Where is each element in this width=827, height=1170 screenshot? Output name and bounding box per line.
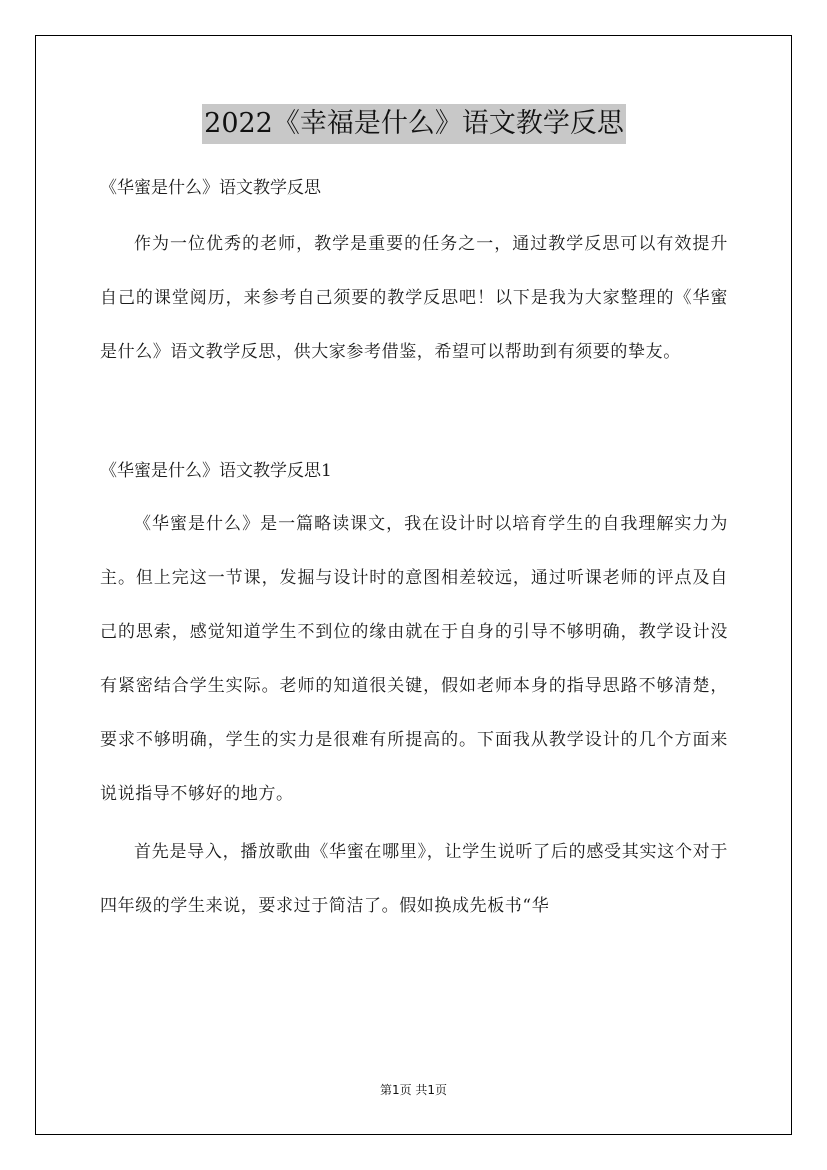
body-paragraph-1: 《华蜜是什么》是一篇略读课文，我在设计时以培育学生的自我理解实力为主。但上完这一节课，发掘与设计时的意图相差较远，通过听课老师的评点及自己的思索，感觉知道学生不到位的缘由就在于自身的引导不够明确，教学设计没有紧密结合学生实际。老师的知道很关键，假如老师本身的指导思路不够清楚，要求不够明确，学生的实力是很难有所提高的。下面我从教学设计的几个方面来说说指导不够好的地方。 xyxy=(100,514,728,804)
title-wrap xyxy=(100,92,728,148)
body-paragraph-2: 首先是导入，播放歌曲《华蜜在哪里》，让学生说听了后的感受其实这个对于四年级的学生来说，要求过于简洁了。假如换成先板书“华 xyxy=(100,842,728,916)
document-body xyxy=(100,92,728,933)
section-heading-2: 《华蜜是什么》语文教学反思1 xyxy=(100,461,332,481)
intro-paragraph: 作为一位优秀的老师，教学是重要的任务之一，通过教学反思可以有效提升自己的课堂阅历，来参考自己须要的教学反思吧！以下是我为大家整理的《华蜜是什么》语文教学反思，供大家参考借鉴，希望可以帮助到有须要的挚友。 xyxy=(100,234,728,362)
section-heading-1: 《华蜜是什么》语文教学反思 xyxy=(100,178,321,198)
document-title: 2022《幸福是什么》语文教学反思 xyxy=(202,104,626,144)
page-footer: 第1页 共1页 xyxy=(379,1083,448,1097)
